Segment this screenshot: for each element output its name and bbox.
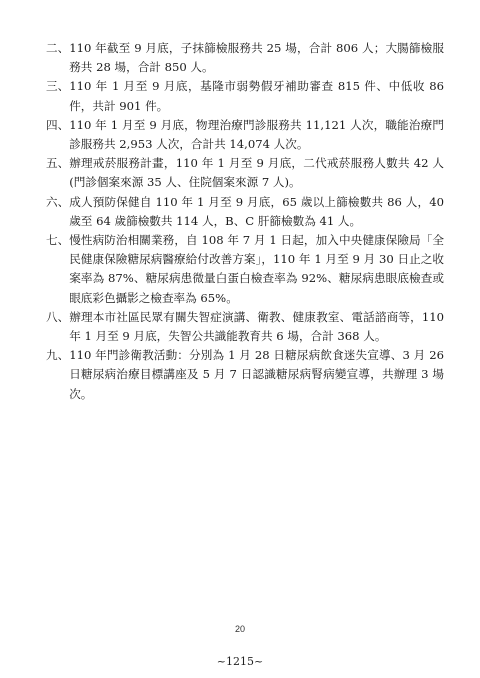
item-text: 辦理戒菸服務計畫，110 年 1 月至 9 月底，二代戒菸服務人數共 42 人(門診個案來源 35 人、住院個案來源 7 人)。 <box>69 156 444 190</box>
page-footer: ~1215~ <box>216 655 264 668</box>
list-item <box>46 231 444 308</box>
item-text: 110 年截至 9 月底，子抹篩檢服務共 25 場，合計 806 人；大腸篩檢服務共 28 場，合計 850 人。 <box>69 41 444 75</box>
item-number: 七、 <box>46 233 70 248</box>
list-item <box>46 346 444 404</box>
item-text: 110 年 1 月至 9 月底，基隆市弱勢假牙補助審查 815 件、中低收 86 件，共計 901 件。 <box>69 79 444 113</box>
item-text: 110 年 1 月至 9 月底，物理治療門診服務共 11,121 人次，職能治療門診服務共 2,953 人次，合計共 14,074 人次。 <box>69 117 444 152</box>
item-number: 五、 <box>46 156 70 171</box>
item-number: 四、 <box>46 117 70 132</box>
item-number: 八、 <box>46 309 70 324</box>
list-item <box>46 77 444 115</box>
item-text: 慢性病防治相關業務，自 108 年 7 月 1 日起，加入中央健康保險局「全民健康保險糖尿病醫療給付改善方案」，110 年 1 月至 9 月 30 日止之收案率為 87%、糖尿病患微量白蛋白檢查率為 92%、糖尿病患眼底檢查或眼底彩色攝影之檢查率為 65%。 <box>69 233 444 305</box>
item-number: 九、 <box>46 348 70 363</box>
page-number: 20 <box>234 624 245 634</box>
item-text: 辦理本市社區民眾有關失智症演講、衛教、健康教室、電話諮商等，110 年 1 月至 9 月底，失智公共識能教育共 6 場，合計 368 人。 <box>69 309 444 344</box>
document-body <box>46 39 444 404</box>
list-item <box>46 154 444 192</box>
item-number: 六、 <box>46 194 70 209</box>
item-text: 成人預防保健自 110 年 1 月至 9 月底，65 歲以上篩檢數共 86 人，40 歲至 64 歲篩檢數共 114 人，B、C 肝篩檢數為 41 人。 <box>69 194 444 228</box>
item-number: 三、 <box>46 79 70 94</box>
item-number: 二、 <box>46 41 70 55</box>
list-item <box>46 193 444 231</box>
item-text: 110 年門診衛教活動：分別為 1 月 28 日糖尿病飲食迷失宣導、3 月 26 日糖尿病治療目標講座及 5 月 7 日認識糖尿病腎病變宣導，共辦理 3 場次。 <box>69 348 444 401</box>
list-item <box>46 39 444 77</box>
list-item <box>46 308 444 346</box>
list-item <box>46 116 444 154</box>
